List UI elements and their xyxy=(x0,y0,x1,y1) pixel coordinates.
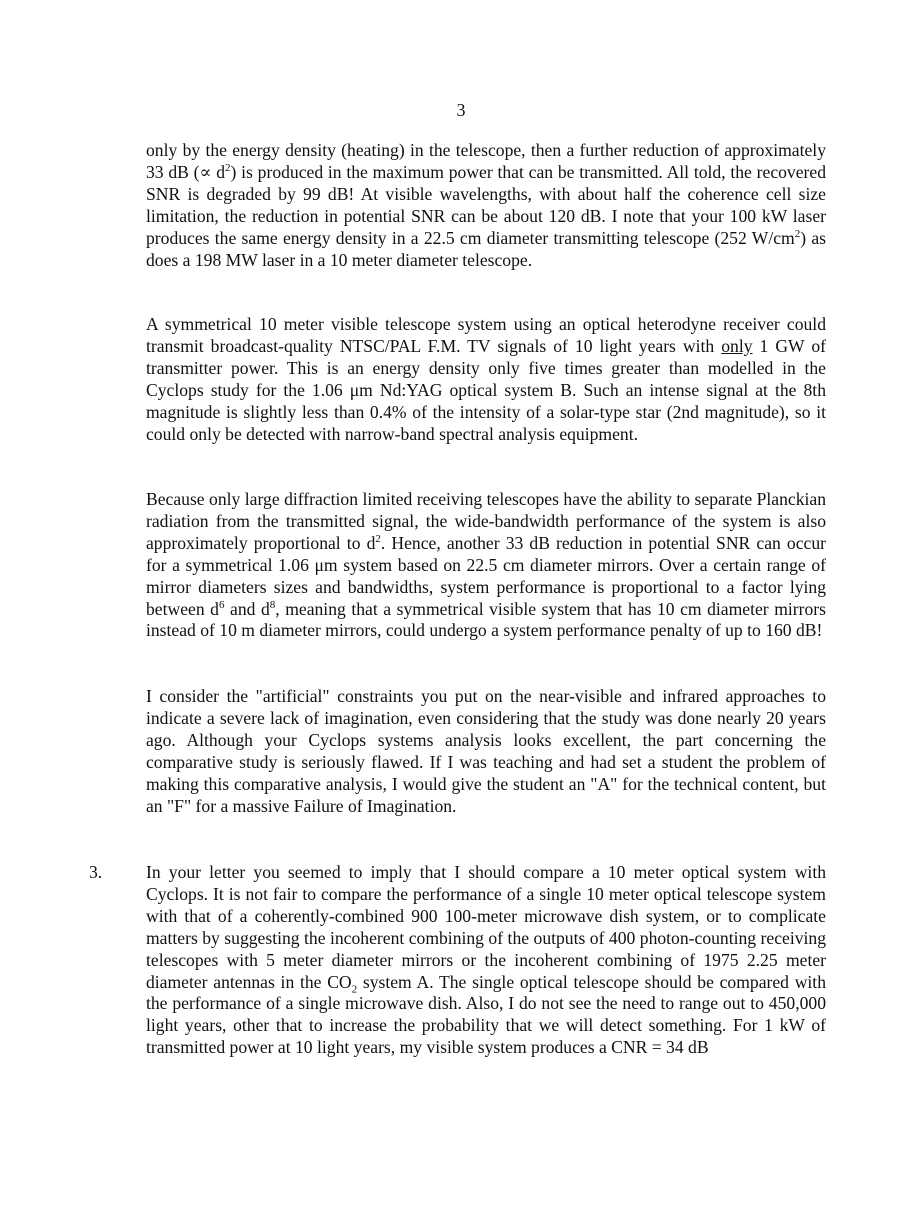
paragraph-symmetrical-telescope xyxy=(146,314,826,445)
paragraph-item-3 xyxy=(146,862,826,1059)
text-segment: system A. The single optical telescope should be compared with the performance of a single microwave dish. Also, I do not see the need to range out to 450,000 light years, other that to increase the probability that we will detect something. For 1 kW of transmitted power at 10 light years, my visible system produces a CNR = 34 dB xyxy=(146,971,826,1058)
superscript: 2 xyxy=(375,532,381,545)
text-segment: 1 GW of transmitter power. This is an energy density only five times greater than modelled in the Cyclops study for the 1.06 μm Nd:YAG optical system B. Such an intense signal at the 8th magnitude is slightly less than 0.4% of the intensity of a solar-type star (2nd magnitude), so it could only be detected with narrow-band spectral analysis equipment. xyxy=(146,335,826,444)
list-item-number: 3. xyxy=(89,862,103,882)
paragraph-energy-density xyxy=(146,140,826,271)
superscript: 8 xyxy=(269,598,276,611)
text-segment: only by the energy density (heating) in the telescope, then a further reduction of approximately 33 dB (∝ d xyxy=(146,140,826,182)
text-segment: In your letter you seemed to imply that I should compare a 10 meter optical system with Cyclops. It is not fair to compare the performance of a single 10 meter optical telescope system with that of a coherently-combined 900 100-meter microwave dish system, or to complicate matters by suggesting the incoherent combining of the outputs of 400 photon-counting receiving telescopes with 5 meter diameter mirrors or the incoherent combining of 1975 2.25 meter diameter antennas in the CO xyxy=(146,862,826,992)
page-number: 3 xyxy=(456,100,466,120)
superscript: 6 xyxy=(218,598,225,611)
paragraph-artificial-constraints xyxy=(146,686,826,817)
text-segment: . Hence, another 33 dB reduction in potential SNR can occur for a symmetrical 1.06 μm system based on 22.5 cm diameter mirrors. Over a certain range of mirror diameters sizes and bandwidths, system performance is proportional to a factor lying between d xyxy=(146,532,826,619)
superscript: 2 xyxy=(225,162,231,175)
text-segment: , meaning that a symmetrical visible system that has 10 cm diameter mirrors instead of 10 m diameter mirrors, could undergo a system performance penalty of up to 160 dB! xyxy=(146,598,827,641)
underlined-text: only xyxy=(721,335,753,356)
subscript: 2 xyxy=(351,983,358,996)
text-segment: Because only large diffraction limited receiving telescopes have the ability to separate Planckian radiation from the transmitted signal, the wide-bandwidth performance of the system is also approximately proportional to d xyxy=(146,489,826,553)
superscript: 2 xyxy=(794,227,801,240)
text-segment: I consider the "artificial" constraints you put on the near-visible and infrared approaches to indicate a severe lack of imagination, even considering that the study was done nearly 20 years ago. Although your Cyclops systems analysis looks excellent, the part concerning the comparative study is seriously flawed. If I was teaching and had set a student the problem of making this comparative analysis, I would give the student an "A" for the technical content, but an "F" for a massive Failure of Imagination. xyxy=(146,686,826,816)
paragraph-diffraction-limited xyxy=(146,489,826,642)
text-segment: ) is produced in the maximum power that can be transmitted. All told, the recovered SNR is degraded by 99 dB! At visible wavelengths, with about half the coherence cell size limitation, the reduction in potential SNR can be about 120 dB. I note that your 100 kW laser produces the same energy density in a 22.5 cm diameter transmitting telescope (252 W/cm xyxy=(146,161,826,248)
text-segment: ) as does a 198 MW laser in a 10 meter diameter telescope. xyxy=(146,227,826,270)
text-segment: A symmetrical 10 meter visible telescope system using an optical heterodyne receiver could transmit broadcast-quality NTSC/PAL F.M. TV signals of 10 light years with xyxy=(146,314,826,356)
text-segment: and d xyxy=(224,598,270,619)
